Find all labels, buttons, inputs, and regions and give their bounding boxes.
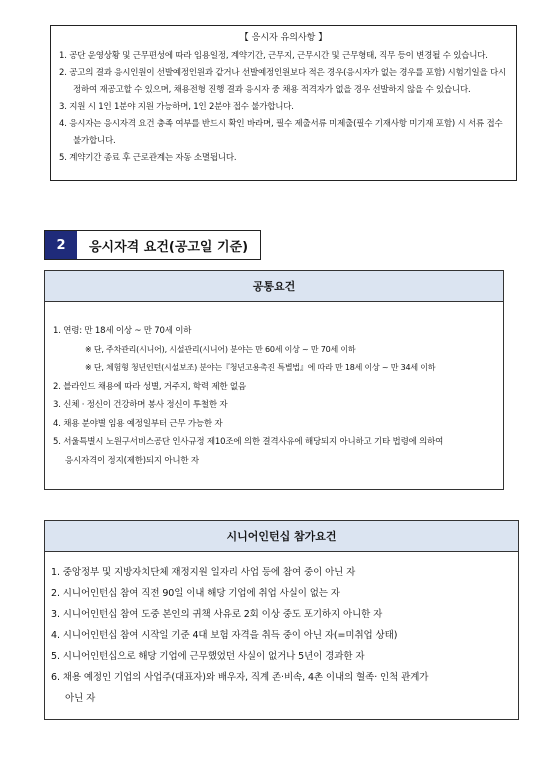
list-subitem: ※ 단, 체험형 청년인턴(시설보조) 분야는『청년고용촉진 특별법』에 따라 만 18세 이상 ~ 만 34세 이하 [85,363,436,372]
list-item-continuation: 아닌 자 [65,693,96,704]
list-item: 5. 시니어인턴십으로 해당 기업에 근무했었던 사실이 없거나 5년이 경과한 자 [51,651,365,662]
notice-item: 1. 공단 운영상황 및 근무편성에 따라 임용일정, 계약기간, 근무지, 근무시간 및 근무형태, 직무 등이 변경될 수 있습니다. [59,51,488,61]
notice-title: 【 응시자 유의사항 】 [239,33,328,43]
list-item: 2. 블라인드 채용에 따라 성별, 거주지, 학력 제한 없음 [53,381,246,392]
list-item: 1. 중앙정부 및 지방자치단체 재정지원 일자리 사업 등에 참여 중이 아닌 자 [51,567,356,578]
notice-item: 3. 지원 시 1인 1분야 지원 가능하며, 1인 2분야 접수 불가합니다. [59,102,294,112]
list-item: 1. 연령: 만 18세 이상 ~ 만 70세 이하 [53,326,192,336]
senior-intern-panel [44,520,519,720]
senior-intern-body [45,552,518,709]
notice-box [50,25,517,181]
senior-intern-title: 시니어인턴십 참가요건 [45,521,518,552]
list-item: 2. 시니어인턴십 참여 직전 90일 이내 해당 기업에 취업 사실이 없는 자 [51,588,340,599]
list-item: 4. 채용 분야별 임용 예정일부터 근무 가능한 자 [53,418,223,429]
common-requirements-panel [44,270,504,490]
list-item: 3. 신체 · 정신이 건강하며 봉사 정신이 투철한 자 [53,400,228,410]
notice-item: 4. 응시자는 응시자격 요건 충족 여부를 반드시 확인 바라며, 필수 제출서류 미제출(필수 기재사항 미기재 포함) 시 서류 접수 불가합니다. [59,119,503,146]
common-requirements-title: 공통요건 [45,271,503,302]
common-requirements-body [45,302,503,470]
notice-item: 5. 계약기간 종료 후 근로관계는 자동 소멸됩니다. [59,153,237,163]
section-title: 응시자격 요건(공고일 기준) [77,231,260,259]
list-item: 6. 채용 예정인 기업의 사업주(대표자)와 배우자, 직계 존·비속, 4촌 이내의 혈족· 인척 관계가 [51,672,429,683]
list-item-continuation: 응시자격이 정지(제한)되지 아니한 자 [65,455,199,466]
notice-item: 2. 공고의 결과 응시인원이 선발예정인원과 같거나 선발예정인원보다 적은 경우(응시자가 없는 경우를 포함) 시험기일을 다시 정하여 재공고할 수 있으며, 채용전형 진행 결과 응시자 중 채용 적격자가 없을 경우 선발하지 않을 수 있습니다. [59,68,507,95]
list-subitem: ※ 단, 주차관리(시니어), 시설관리(시니어) 분야는 만 60세 이상 ~ 만 70세 이하 [85,344,356,354]
list-item: 5. 서울특별시 노원구서비스공단 인사규정 제10조에 의한 결격사유에 해당되지 아니하고 기타 법령에 의하여 [53,437,444,447]
section-header [44,230,261,260]
section-number: 2 [45,231,77,259]
list-item: 4. 시니어인턴십 참여 시작일 기준 4대 보험 자격을 취득 중이 아닌 자(=미취업 상태) [51,630,398,641]
list-item: 3. 시니어인턴십 참여 도중 본인의 귀책 사유로 2회 이상 중도 포기하지 아니한 자 [51,609,383,620]
